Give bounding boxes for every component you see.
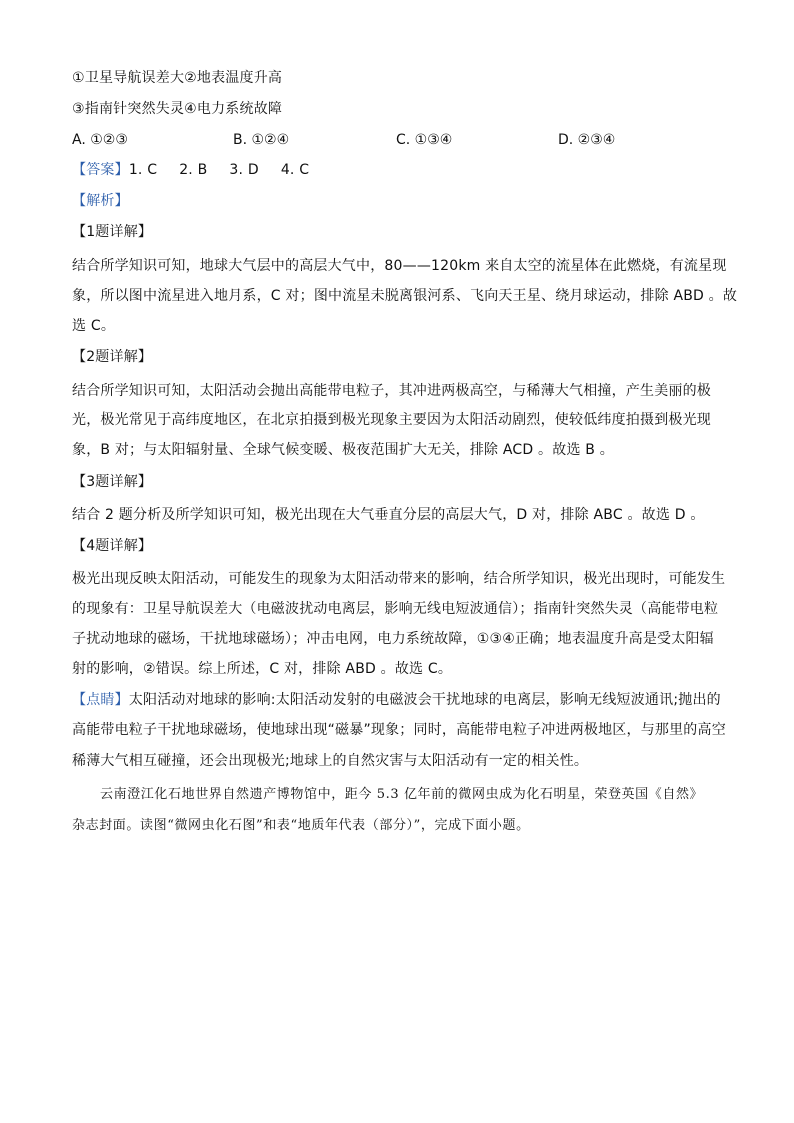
q2-line-3: 象，B 对；与太阳辐射量、全球气候变暖、极夜范围扩大无关，排除 ACD 。故选 B 。 — [72, 442, 614, 458]
answer-label: 【答案】 — [72, 162, 129, 178]
tip-label: 【点睛】 — [72, 692, 129, 708]
intro-line-2: 杂志封面。读图“微网虫化石图”和表“地质年代表（部分）”，完成下面小题。 — [72, 818, 530, 833]
option-a: A. ①②③ — [72, 132, 128, 148]
q1-line-2: 象，所以图中流星进入地月系，C 对；图中流星未脱离银河系、飞向天王星、绕月球运动，排除 ABD 。故 — [72, 288, 738, 304]
q1-title: 【1题详解】 — [72, 224, 153, 240]
option-c: C. ①③④ — [396, 132, 453, 148]
intro-line-1: 云南澄江化石地世界自然遗产博物馆中，距今 5.3 亿年前的微网虫成为化石明星，荣登英国《自然》 — [100, 787, 704, 802]
statement-line-1: ①卫星导航误差大②地表温度升高 — [72, 70, 283, 86]
q2-line-2: 光，极光常见于高纬度地区，在北京拍摄到极光现象主要因为太阳活动剧烈，使较低纬度拍摄到极光现 — [72, 412, 711, 428]
option-b: B. ①②④ — [233, 132, 290, 148]
q4-line-2: 的现象有：卫星导航误差大（电磁波扰动电离层，影响无线电短波通信）；指南针突然失灵（高能带电粒 — [72, 601, 719, 617]
tip-line-2: 高能带电粒子干扰地球磁场，使地球出现“磁暴”现象；同时，高能带电粒子冲进两极地区，与那里的高空 — [72, 722, 726, 738]
answer-item-4: 4. C — [280, 162, 310, 178]
answer-line — [72, 160, 732, 180]
q3-line-1: 结合 2 题分析及所学知识可知，极光出现在大气垂直分层的高层大气，D 对，排除 ABC 。故选 D 。 — [72, 507, 705, 523]
q1-line-1: 结合所学知识可知，地球大气层中的高层大气中，80——120km 来自太空的流星体在此燃烧，有流星现 — [72, 258, 727, 274]
tip-line-1 — [72, 690, 732, 710]
q1-line-3: 选 C。 — [72, 318, 116, 334]
analysis-label: 【解析】 — [72, 193, 129, 209]
tip-text-1: 太阳活动对地球的影响:太阳活动发射的电磁波会干扰地球的电离层，影响无线短波通讯;抛出的 — [128, 692, 721, 708]
q4-line-3: 子扰动地球的磁场，干扰地球磁场）；冲击电网，电力系统故障，①③④正确；地表温度升高是受太阳辐 — [72, 631, 714, 647]
q3-title: 【3题详解】 — [72, 474, 153, 490]
answer-item-2: 2. B — [179, 162, 208, 178]
q4-line-4: 射的影响，②错误。综上所述，C 对，排除 ABD 。故选 C。 — [72, 661, 453, 677]
option-d: D. ②③④ — [558, 132, 616, 148]
q2-line-1: 结合所学知识可知，太阳活动会抛出高能带电粒子，其冲进两极高空，与稀薄大气相撞，产生美丽的极 — [72, 383, 711, 399]
answer-item-3: 3. D — [229, 162, 259, 178]
tip-line-3: 稀薄大气相互碰撞，还会出现极光;地球上的自然灾害与太阳活动有一定的相关性。 — [72, 753, 589, 769]
q4-title: 【4题详解】 — [72, 538, 153, 554]
q2-title: 【2题详解】 — [72, 349, 153, 365]
statement-line-2: ③指南针突然失灵④电力系统故障 — [72, 101, 283, 117]
q4-line-1: 极光出现反映太阳活动，可能发生的现象为太阳活动带来的影响，结合所学知识，极光出现时，可能发生 — [72, 571, 726, 587]
answer-item-1: 1. C — [128, 162, 158, 178]
